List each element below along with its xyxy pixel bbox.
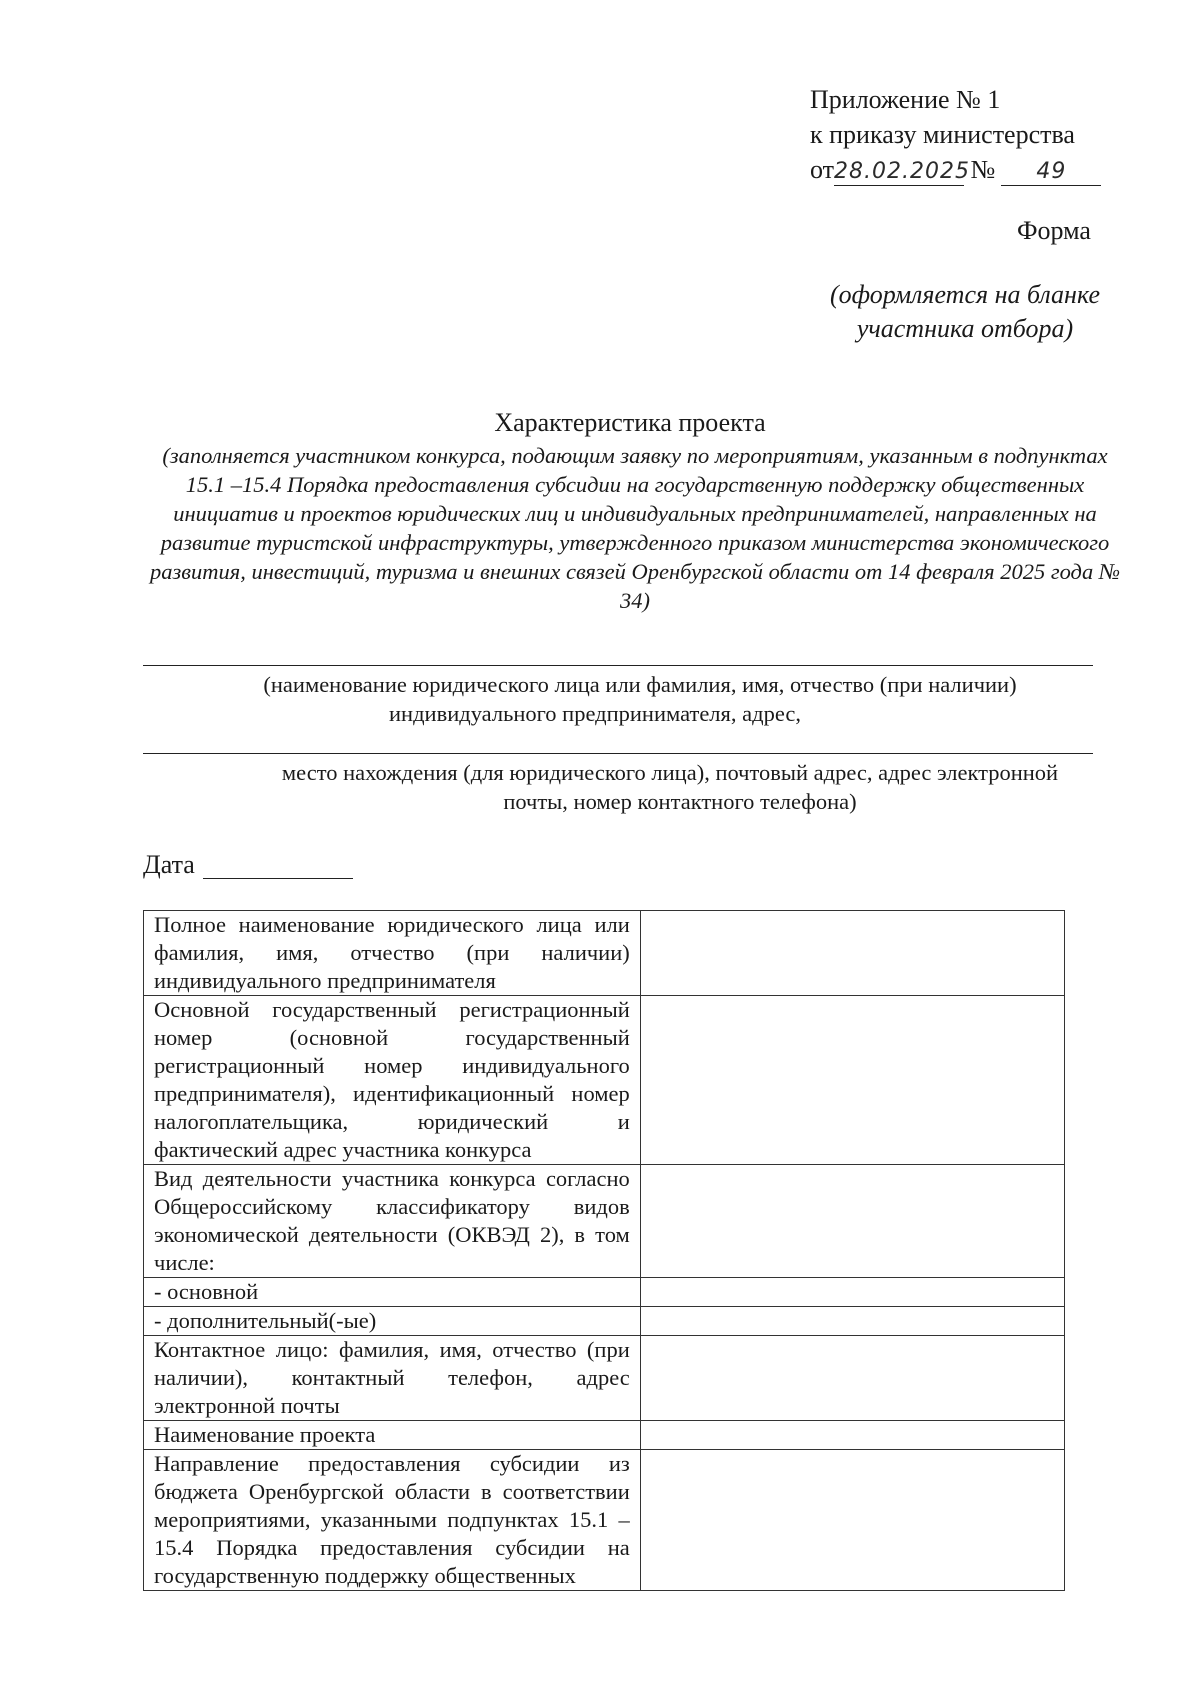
number-label: № — [970, 155, 996, 184]
order-number-field — [1001, 157, 1101, 186]
document-title: Характеристика проекта — [494, 408, 766, 437]
applicant-caption-2 — [140, 758, 1160, 816]
appendix-header — [810, 82, 1101, 187]
appendix-number: Приложение № 1 — [810, 85, 1001, 114]
date-field[interactable] — [203, 852, 353, 879]
row-label: - основной — [144, 1278, 641, 1307]
row-label: Контактное лицо: фамилия, имя, отчество (при наличии), контактный телефон, адрес электронной почты — [144, 1336, 641, 1421]
table-row — [144, 996, 1065, 1165]
row-value-cell[interactable] — [640, 1278, 1064, 1307]
applicant-caption-1 — [120, 670, 1160, 728]
table-row — [144, 1165, 1065, 1278]
form-label: Форма — [1017, 216, 1091, 245]
applicant-caption-1-line-1: (наименование юридического лица или фамилия, имя, отчество (при наличии) — [263, 672, 1017, 697]
row-value-cell[interactable] — [640, 996, 1064, 1165]
row-value-cell[interactable] — [640, 1336, 1064, 1421]
table-row — [144, 1278, 1065, 1307]
row-label: Основной государственный регистрационный номер (основной государственный регистрационный номер индивидуального предпринимателя), идентификационный номер налогоплательщика, юридический и фактический адрес участника конкурса — [144, 996, 641, 1165]
row-value-cell[interactable] — [640, 1165, 1064, 1278]
table-row — [144, 911, 1065, 996]
from-label: от — [810, 155, 835, 184]
table-row — [144, 1421, 1065, 1450]
document-subtitle: (заполняется участником конкурса, подающим заявку по мероприятиям, указанным в подпунктах 15.1 –15.4 Порядка предоставления субсидии на государственную поддержку общественных инициатив и проектов юридических лиц и индивидуальных предпринимателей, направленных на развитие туристской инфраструктуры, утвержденного приказом министерства экономического развития, инвестиций, туризма и внешних связей Оренбургской области от 14 февраля 2025 года № 34) — [149, 443, 1121, 613]
date-row — [143, 850, 353, 880]
row-label: - дополнительный(-ые) — [144, 1307, 641, 1336]
table-row — [144, 1450, 1065, 1591]
row-label: Полное наименование юридического лица или фамилия, имя, отчество (при наличии) индивидуального предпринимателя — [144, 911, 641, 996]
applicant-caption-2-line-1: место нахождения (для юридического лица), почтовый адрес, адрес электронной — [281, 760, 1059, 785]
row-value-cell[interactable] — [640, 911, 1064, 996]
applicant-address-line — [143, 753, 1093, 754]
order-date-handwritten: 28.02.2025 — [834, 159, 970, 184]
applicant-caption-2-line-2: почты, номер контактного телефона) — [503, 789, 857, 814]
order-number-handwritten: 49 — [1036, 159, 1067, 184]
row-label: Вид деятельности участника конкурса согласно Общероссийскому классификатору видов экономической деятельности (ОКВЭД 2), в том числе: — [144, 1165, 641, 1278]
project-characteristics-table — [143, 910, 1065, 1591]
row-value-cell[interactable] — [640, 1421, 1064, 1450]
row-label: Наименование проекта — [144, 1421, 641, 1450]
appendix-date-number-line — [810, 152, 1101, 187]
table-row — [144, 1307, 1065, 1336]
date-label: Дата — [143, 850, 195, 879]
order-date-field — [834, 157, 970, 186]
table-row — [144, 1336, 1065, 1421]
row-label: Направление предоставления субсидии из бюджета Оренбургской области в соответствии мероприятиями, указанными подпунктах 15.1 – 15.4 Порядка предоставления субсидии на государственную поддержку общественных — [144, 1450, 641, 1591]
applicant-name-line — [143, 665, 1093, 666]
row-value-cell[interactable] — [640, 1307, 1064, 1336]
letterhead-note: (оформляется на бланке участника отбора) — [829, 280, 1101, 343]
appendix-order-ref: к приказу министерства — [810, 120, 1075, 149]
applicant-caption-1-line-2: индивидуального предпринимателя, адрес, — [389, 701, 801, 726]
row-value-cell[interactable] — [640, 1450, 1064, 1591]
